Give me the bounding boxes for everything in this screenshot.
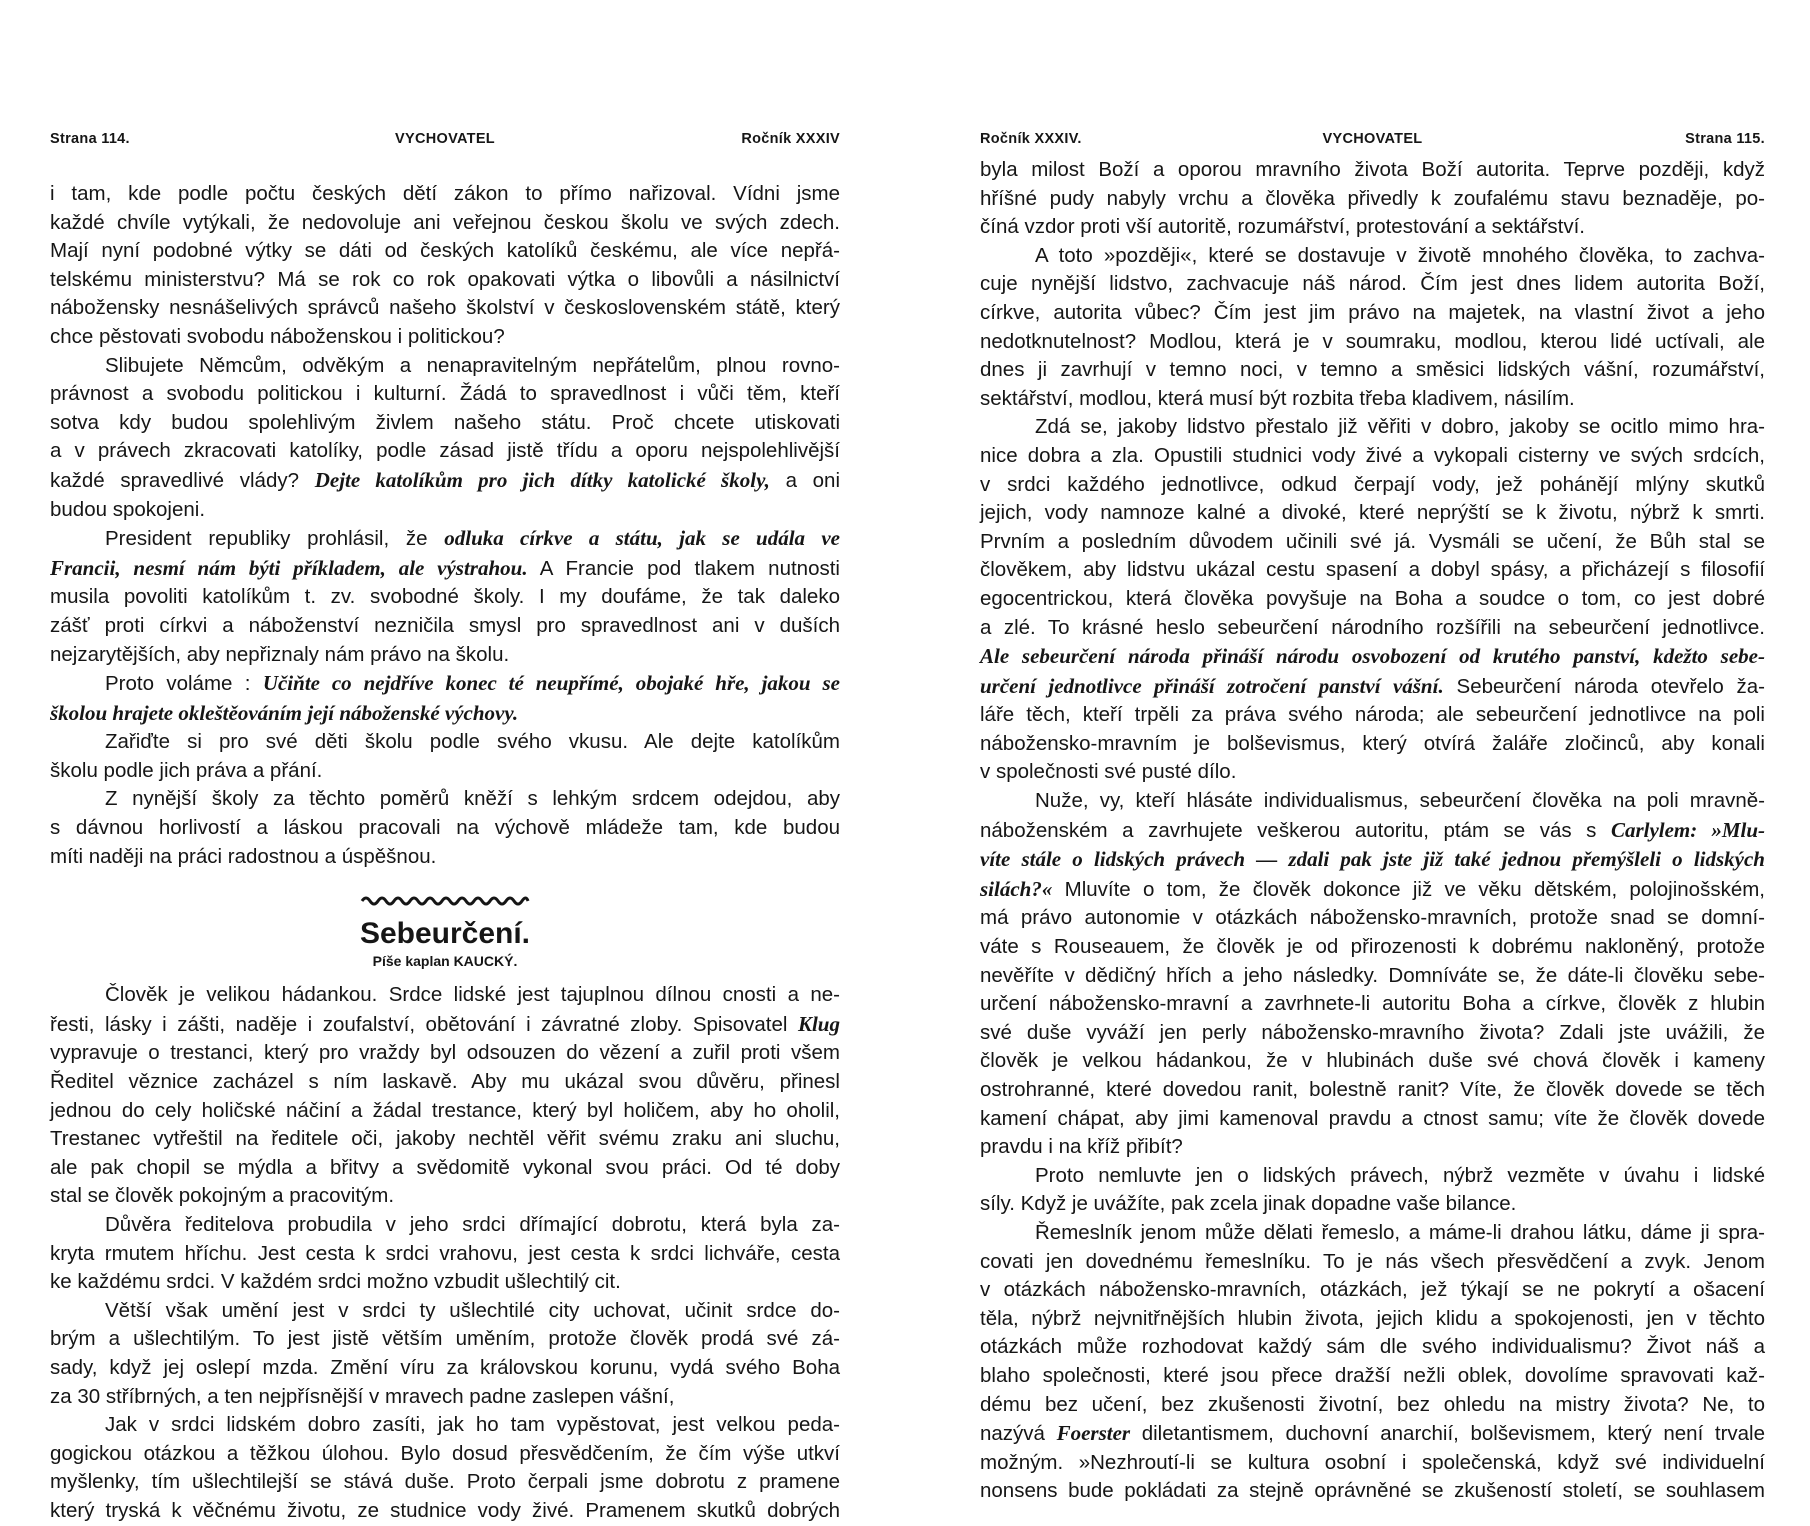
text-line: pravdu i na kříž přibít? (980, 1135, 1183, 1159)
text-line: člověkem, aby lidstvu ukázal cestu spasení a dobyl spásy, a přicházejí s filosofií (980, 558, 1765, 582)
right-journal-title: VYCHOVATEL (1322, 131, 1423, 147)
text-line: určení jednotlivce přináší zotročení panství vášní. Sebeurčení národa otevřelo ža- (980, 673, 1766, 698)
text-line: Prvním a posledním důvodem učinili své já. Vysmáli se učení, že Bůh stal se (980, 529, 1765, 553)
left-volume: Ročník XXXIV (741, 131, 840, 147)
text-line: ale pak chopil se mýdla a břitvy a svědomitě vykonal svou práci. Od té doby (50, 1155, 840, 1179)
emphasized-text: Foerster (1056, 1421, 1131, 1446)
text-line (50, 699, 840, 729)
text-line: jejich, vody namnoze kalné a divoké, které neprýští se k životu, nýbrž k smrti. (980, 501, 1765, 525)
text-line: Důvěra ředitelova probudila v jeho srdci dřímající dobrotu, která byla za- (105, 1213, 840, 1236)
text-line: silách?« Mluvíte o tom, že člověk dokonce již ve věku dětském, polojinošském, (980, 876, 1766, 901)
text-line: ostrohranné, které dovedou ranit, bolestně ranit? Víte, že člověk dovede se těch (980, 1078, 1765, 1101)
text-line: telskému ministerstvu? Má se rok co rok opakovati výtka o libovůli a násilnictví (50, 267, 840, 291)
left-running-head (50, 131, 840, 151)
text-line: Větší však umění jest v srdci ty ušlechtilé city uchovat, učinit srdce do- (105, 1298, 840, 1322)
right-body-text (980, 156, 1765, 1506)
left-page (0, 0, 840, 1522)
text-line: covati jen dovednému řemeslníku. To je nás všech přesvědčení a zvyk. Jenom (980, 1249, 1765, 1273)
text-line: byla milost Boží a oporou mravního života Boží autorita. Teprve později, když (980, 158, 1765, 181)
text-line: vypravuje o trestanci, který pro vraždy byl odsouzen do vězení a zuřil proti všem (50, 1041, 840, 1065)
text-line: řesti, lásky i zášti, naděje i zoufalství, obětování i závratné zloby. Spisovatel Klug (50, 1011, 840, 1036)
text-line: těla, nýbrž nejvnitřnějších hlubin života, jejich klidu a spokojenosti, jen v těchto (980, 1306, 1765, 1330)
text-line: zášť proti církvi a náboženství nezničila smysl pro spravedlnost ani v duších (50, 613, 840, 637)
text-line: Ředitel věznice zacházel s ním laskavě. Aby mu ukázal svou důvěru, přinesl (50, 1070, 840, 1094)
text-line: dnes ji zavrhují v temno noci, v temno a směsici lidských vášní, rozumářství, (980, 358, 1765, 382)
text-line: za 30 stříbrných, a ten nejpřísnější v mravech padne zaslepen vášní, (50, 1384, 675, 1408)
text-line: A toto »později«, které se dostavuje v životě mnohého člověka, to zachva- (1035, 243, 1765, 267)
article-body-continued (980, 156, 1765, 1506)
text-line: President republiky prohlásil, že odluka církve a státu, jak se udála ve (105, 526, 840, 551)
right-page (965, 0, 1766, 1503)
text-line: nejzarytějších, aby nepřiznaly nám právo na školu. (50, 642, 510, 666)
text-line: v společnosti své pusté dílo. (980, 760, 1237, 784)
text-line: možným. »Nezhroutí-li se kultura osobní i společenská, když své individuelní (980, 1450, 1765, 1474)
text-line: nábožensko-mravním je bolševismus, který otvírá žaláře zločinců, aby konali (980, 731, 1765, 755)
emphasized-text: víte stále o lidských právech — zdali pak jste již také jednou přemýšleli o lidských (980, 847, 1765, 872)
text-line: náboženském a zavrhujete veškerou autoritu, ptám se vás s Carlylem: »Mlu- (980, 817, 1766, 842)
text-line: váte s Rouseauem, že člověk je od přirozenosti k dobrému nakloněný, protože (980, 935, 1765, 959)
text-line: síly. Když je uvážíte, pak zcela jinak dopadne vaše bilance. (980, 1192, 1517, 1216)
text-line: musila povoliti katolíkům t. zv. svobodné školy. I my doufáme, že tak daleko (50, 585, 840, 609)
text-line: člověk je velkou hádankou, že v hlubinách duše své chová člověk i kameny (980, 1049, 1765, 1073)
text-line: nábožensky nesnášelivých správců našeho školství v československém státě, který (50, 296, 840, 320)
text-line: Trestanec vytřeštil na ředitele oči, jakoby nechtěl věřit svému zraku ani sluchu, (50, 1127, 840, 1151)
text-line: Francii, nesmí nám býti příkladem, ale výstrahou. A Francie pod tlakem nutnosti (50, 555, 840, 580)
text-line: své duše vyváží jen perly nábožensko-mravního života? Zdali jste uvážili, že (980, 1020, 1765, 1044)
text-line: a v právech zkracovati katolíky, podle zásad jistě třídu a oporu nejspolehlivější (50, 439, 840, 463)
left-page-number: Strana 114. (50, 131, 130, 147)
emphasized-text: školou hrajete okleštěováním její náboženské výchovy. (50, 700, 519, 725)
emphasized-text: Klug (797, 1011, 840, 1036)
text-line: nevěříte v dědičný hřích a jeho následky. Domníváte se, že dáte-li člověku sebe- (980, 963, 1765, 987)
emphasized-text: odluka církve a státu, jak se udála ve (444, 526, 840, 551)
text-line: i tam, kde podle počtu českých dětí zákon to přímo nařizoval. Vídni jsme (50, 182, 840, 205)
emphasized-text: Dejte katolíkům pro jich dítky katolické školy, (314, 467, 770, 492)
text-line: míti naději na práci radostnou a úspěšnou. (50, 844, 437, 868)
left-body-text (50, 180, 840, 1526)
text-line: má právo autonomie v otázkách nábožensko-mravních, protože snad se domní- (980, 906, 1765, 930)
text-line: právnost a svobodu politickou i kulturní. Žádá to spravedlnost i vůči těm, kteří (50, 382, 840, 406)
text-line: Z nynější školy za těchto poměrů kněží s lehkým srdcem odejdou, aby (105, 787, 840, 811)
text-line: v otázkách nábožensko-mravních, otázkách, jež týkají se ne pokrytí a ošacení (980, 1278, 1765, 1302)
text-line: Nuže, vy, kteří hlásáte individualismus, sebeurčení člověka na poli mravně- (1035, 789, 1765, 813)
emphasized-text: Francii, nesmí nám býti příkladem, ale výstrahou. (50, 555, 528, 580)
text-line: gogickou otázkou a těžkou úlohou. Bylo dosud přesvědčením, že čím výše utkví (50, 1441, 840, 1465)
right-running-head (980, 131, 1765, 151)
text-line: cuje nynější lidstvo, zachvacuje náš národ. Čím jest dnes lidem autorita Boží, (980, 272, 1765, 296)
article-byline: Píše kaplan KAUCKÝ. (372, 953, 518, 970)
text-line (980, 845, 1765, 875)
text-line: církve, autorita vůbec? Čím jest jim právo na majetek, na vlastní život a jeho (980, 300, 1765, 324)
emphasized-text: Carlylem: »Mlu- (1610, 817, 1766, 842)
text-line: školu podle jich práva a přání. (50, 758, 323, 782)
emphasized-text: silách?« (980, 876, 1053, 901)
text-line: jednou do cely holičské náčiní a žádal trestance, který byl holičem, aby ho oholil, (50, 1098, 840, 1122)
text-line: otázkách může rozhodovat každý sám dle svého individualismu? Život náš a (980, 1335, 1765, 1359)
right-page-number: Strana 115. (1685, 131, 1765, 147)
text-line: brým a ušlechtilým. To jest jistě větším uměním, protože člověk prodá své zá- (50, 1327, 840, 1351)
text-line: číná vzdor proti vší autoritě, rozumářství, protestování a sektářství. (980, 215, 1585, 239)
text-line: nedotknutelnost? Modlou, která je v soumraku, modlou, kterou lidé uctívali, ale (980, 329, 1765, 353)
text-line: Proto voláme : Učiňte co nejdříve konec té neupřímé, obojaké hře, jakou se (105, 671, 840, 696)
decorative-wave-divider (360, 893, 530, 907)
text-line: myšlenky, tím ušlechtilejší se stává duše. Proto čerpali jsme dobrotu z pramene (50, 1470, 840, 1494)
text-line: láře těch, kteří trpěli za práva svého národa; ale sebeurčení jednotlivce na poli (980, 703, 1765, 727)
text-line: Proto nemluvte jen o lidských právech, nýbrž vezměte v úvahu i lidské (1035, 1163, 1765, 1187)
text-line: Člověk je velikou hádankou. Srdce lidské jest tajuplnou dílnou cnosti a ne- (105, 983, 840, 1007)
text-line: blaho společnosti, které jsou přece dražší nežli oblek, dovolíme spravovati kaž- (980, 1363, 1765, 1387)
text-line: nonsens bude pokládati za stejně oprávněné se zkušeností století, se souhlasem (980, 1479, 1765, 1503)
left-journal-title: VYCHOVATEL (395, 131, 495, 147)
emphasized-text: Učiňte co nejdříve konec té neupřímé, obojaké hře, jakou se (262, 671, 840, 696)
text-line: budou spokojeni. (50, 497, 206, 521)
text-line: sady, když jej oslepí mzda. Změní víru za královskou korunu, vydá svého Boha (50, 1355, 840, 1379)
text-line: kryta rmutem hříchu. Jest cesta k srdci vrahovu, jest cesta k srdci lichváře, cesta (50, 1241, 840, 1265)
text-line: sotva kdy budou spolehlivým živlem našeho státu. Proč chcete utiskovati (50, 410, 840, 434)
emphasized-text: Ale sebeurčení národa přináší národu osvobození od krutého panství, kdežto sebe- (980, 644, 1765, 669)
article-title: Sebeurčení. (359, 917, 531, 951)
text-line: každé spravedlivé vlády? Dejte katolíkům pro jich dítky katolické školy, a oni (50, 467, 840, 492)
article-body (50, 981, 840, 1525)
text-line: Řemeslník jenom může dělati řemeslo, a máme-li drahou látku, dáme ji spra- (1035, 1220, 1765, 1244)
text-line: Slibujete Němcům, odvěkým a nenapravitelným nepřátelům, plnou rovno- (105, 353, 840, 377)
text-line: dému bez učení, bez zkušenosti životní, bez ohledu na mistry života? Ne, to (980, 1392, 1765, 1416)
text-line: Zařiďte si pro své děti školu podle svého vkusu. Ale dejte katolíkům (105, 730, 840, 754)
emphasized-text: určení jednotlivce přináší zotročení panství vášní. (980, 673, 1444, 698)
text-line: egocentrickou, která člověka povyšuje na Boha a soudce o tom, co jest dobré (980, 586, 1765, 610)
text-line: Jak v srdci lidském dobro zasíti, jak ho tam vypěstovat, jest velkou peda- (105, 1413, 840, 1437)
text-line: s dávnou horlivostí a láskou pracovali na výchově mládeže tam, kde budou (50, 816, 840, 840)
left-continuation-text (50, 180, 840, 871)
text-line: stal se člověk pokojným a pracovitým. (50, 1184, 395, 1208)
right-volume: Ročník XXXIV. (980, 131, 1082, 147)
text-line (980, 642, 1765, 672)
text-line: který tryská k věčnému životu, ze studnice vody živé. Pramenem skutků dobrých (50, 1498, 840, 1522)
text-line: Zdá se, jakoby lidstvo přestalo již věřiti v dobro, jakoby se ocitlo mimo hra- (1035, 415, 1765, 439)
text-line: a zlé. To krásné heslo sebeurčení národního rozšířili na sebeurčení jednotlivce. (980, 615, 1765, 639)
text-line: sektářství, modlou, která musí být rozbita třeba kladivem, násilím. (980, 386, 1575, 410)
text-line: Mají nyní podobné výtky se dáti od českých katolíků českému, ale více nepřá- (50, 239, 840, 263)
text-line: kamení chápat, aby jimi kamenoval pravdu a ctnost samu; víte že člověk dovede (980, 1106, 1765, 1130)
text-line: každé chvíle vytýkali, že nedovoluje ani veřejnou českou školu ve svých zdech. (50, 210, 840, 234)
text-line: chce pěstovati svobodu náboženskou i politickou? (50, 324, 505, 348)
text-line: ke každému srdci. V každém srdci možno vzbudit ušlechtilý cit. (50, 1270, 621, 1294)
text-line: nice dobra a zla. Opustili studnici vody živé a vykopali cisterny ve svých srdcích, (980, 443, 1765, 467)
text-line: v srdci každého jednotlivce, odkud čerpají vody, jež pohánějí mlýny skutků (980, 472, 1765, 496)
text-line: určení nábožensko-mravní a zavrhnete-li autoritu Boha a církve, člověk z hlubin (980, 992, 1765, 1016)
text-line: hříšné pudy nabyly vrchu a člověka přivedly k zoufalému stavu beznaděje, po- (980, 186, 1765, 210)
text-line: nazývá Foerster diletantismem, duchovní anarchií, bolševismem, který není trvale (980, 1421, 1766, 1446)
